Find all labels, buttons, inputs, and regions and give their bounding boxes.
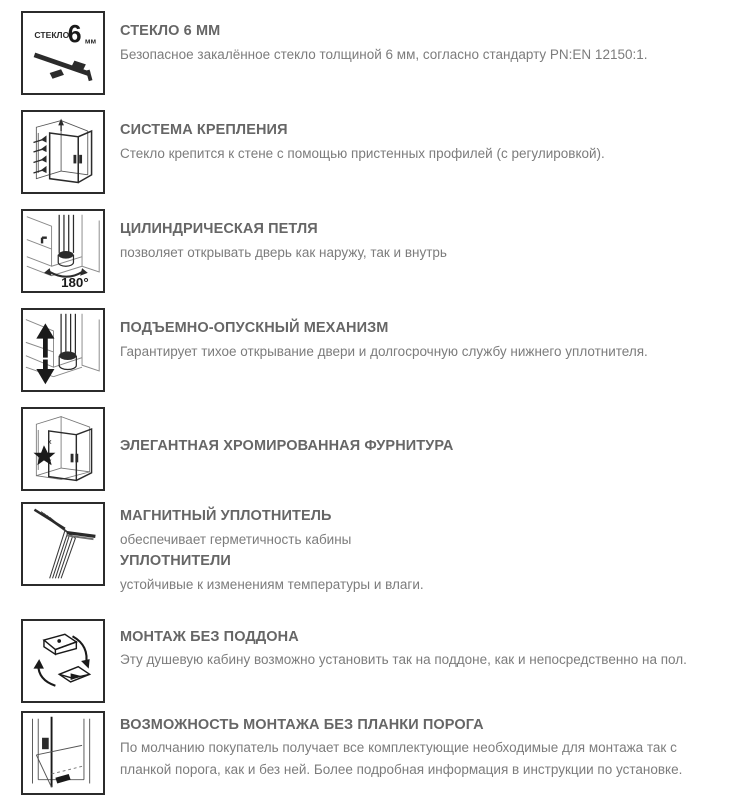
feature-description: Эту душевую кабину возможно установить так на поддоне, как и непосредственно на пол. bbox=[120, 652, 687, 668]
feature-text-column bbox=[105, 711, 731, 781]
feature-title: УПЛОТНИТЕЛИ bbox=[120, 553, 231, 570]
mounting-system-icon bbox=[21, 110, 105, 194]
feature-block bbox=[120, 716, 731, 781]
feature-row bbox=[0, 110, 731, 194]
feature-text-column bbox=[105, 110, 731, 164]
feature-row bbox=[0, 619, 731, 703]
feature-block bbox=[120, 628, 731, 671]
svg-text:x: x bbox=[47, 456, 52, 466]
feature-description: обеспечивает герметичность кабины bbox=[120, 531, 352, 547]
feature-description: устойчивые к изменениям температуры и влаги. bbox=[120, 576, 424, 592]
feature-row bbox=[0, 308, 731, 392]
feature-block bbox=[120, 220, 731, 263]
feature-row bbox=[0, 502, 731, 596]
chrome-fittings-icon bbox=[21, 407, 105, 491]
feature-text-column bbox=[105, 209, 731, 263]
feature-block bbox=[120, 552, 731, 595]
glass-thickness-icon bbox=[21, 11, 105, 95]
feature-block bbox=[120, 507, 731, 550]
cylindrical-hinge-icon bbox=[21, 209, 105, 293]
svg-text:x: x bbox=[47, 437, 52, 447]
feature-description: позволяет открывать дверь как наружу, так и внутрь bbox=[120, 244, 447, 260]
feature-title: ЭЛЕГАНТНАЯ ХРОМИРОВАННАЯ ФУРНИТУРА bbox=[120, 438, 454, 454]
feature-text-column bbox=[105, 502, 731, 596]
feature-text-column bbox=[105, 308, 731, 362]
feature-row bbox=[0, 711, 731, 795]
feature-description: По молчанию покупатель получает все комплектующие необходимые для монтажа так с планкой порога, как и без ней. Более подробная информация в инструкции по установке. bbox=[120, 740, 683, 778]
feature-row bbox=[0, 11, 731, 95]
glass-icon-prefix-label: СТЕКЛО bbox=[34, 29, 70, 40]
feature-title: МОНТАЖ БЕЗ ПОДДОНА bbox=[120, 628, 299, 645]
feature-text-column bbox=[105, 407, 731, 459]
magnetic-seal-icon bbox=[21, 502, 105, 586]
feature-row bbox=[0, 209, 731, 293]
feature-block bbox=[120, 437, 731, 457]
feature-text-column bbox=[105, 11, 731, 65]
feature-block bbox=[120, 22, 731, 65]
feature-text-column bbox=[105, 619, 731, 671]
feature-title: ЦИЛИНДРИЧЕСКАЯ ПЕТЛЯ bbox=[120, 221, 318, 237]
no-tray-installation-icon bbox=[21, 619, 105, 703]
feature-description: Стекло крепится к стене с помощью пристенных профилей (с регулировкой). bbox=[120, 145, 605, 161]
feature-list bbox=[0, 11, 731, 795]
feature-description: Гарантирует тихое открывание двери и долгосрочную службу нижнего уплотнителя. bbox=[120, 343, 648, 359]
feature-block bbox=[120, 121, 731, 164]
feature-title: ВОЗМОЖНОСТЬ МОНТАЖА БЕЗ ПЛАНКИ ПОРОГА bbox=[120, 716, 484, 733]
feature-title: СИСТЕМА КРЕПЛЕНИЯ bbox=[120, 122, 288, 138]
feature-title: СТЕКЛО 6 ММ bbox=[120, 23, 221, 39]
glass-icon-unit-label: мм bbox=[84, 36, 97, 46]
feature-title: МАГНИТНЫЙ УПЛОТНИТЕЛЬ bbox=[120, 508, 332, 524]
no-threshold-strip-icon bbox=[21, 711, 105, 795]
hinge-angle-label: 180° bbox=[61, 275, 89, 291]
feature-row bbox=[0, 407, 731, 491]
glass-icon-value-label: 6 bbox=[67, 21, 82, 49]
feature-block bbox=[120, 319, 731, 362]
lift-and-lower-mechanism-icon bbox=[21, 308, 105, 392]
feature-title: ПОДЪЕМНО-ОПУСКНЫЙ МЕХАНИЗМ bbox=[120, 320, 389, 336]
feature-description: Безопасное закалённое стекло толщиной 6 мм, согласно стандарту PN:EN 12150:1. bbox=[120, 46, 648, 62]
